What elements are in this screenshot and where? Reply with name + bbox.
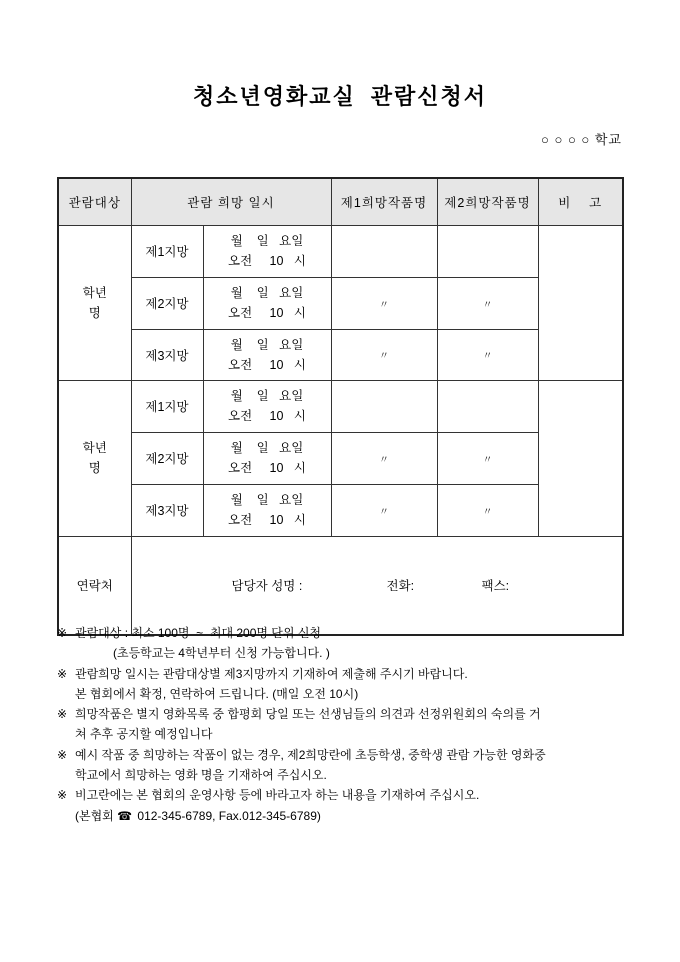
group1-pref2-date bbox=[203, 277, 331, 329]
note-text: 희망작품은 별지 영화목록 중 합평회 당일 또는 선생님들의 의견과 선정위원회의 숙의를 거 bbox=[75, 707, 541, 722]
table-row bbox=[58, 225, 623, 277]
contact-manager-label: 담당자 성명 : bbox=[231, 579, 303, 593]
reference-mark: ※ bbox=[57, 788, 68, 803]
date-line2: 오전 10 시 bbox=[228, 461, 306, 475]
note-line bbox=[57, 664, 642, 684]
grade-group1-label: 학년 명 bbox=[58, 225, 131, 380]
group1-pref3-date bbox=[203, 329, 331, 380]
table-header-row bbox=[58, 178, 623, 225]
group1-pref3-film2-cell: 〃 bbox=[437, 329, 538, 380]
date-line2: 오전 10 시 bbox=[228, 357, 306, 372]
group2-pref2-label: 제2지망 bbox=[131, 432, 203, 484]
date-line1: 월 일 요일 bbox=[230, 337, 304, 352]
date-line1: 월 일 요일 bbox=[230, 441, 304, 455]
contact-detail-cell bbox=[131, 536, 623, 635]
group2-pref1-date bbox=[203, 380, 331, 432]
table-row bbox=[58, 380, 623, 432]
note-line bbox=[57, 765, 642, 785]
date-line2: 오전 10 시 bbox=[228, 409, 306, 423]
date-line2: 오전 10 시 bbox=[228, 306, 306, 320]
group1-pref3-film1-cell: 〃 bbox=[331, 329, 437, 380]
note-text: 학교에서 희망하는 영화 명을 기재하여 주십시오. bbox=[75, 768, 327, 783]
reference-mark: ※ bbox=[57, 666, 68, 681]
school-name-line: ○ ○ ○ ○ 학교 bbox=[541, 132, 622, 147]
group2-pref1-film1-cell bbox=[331, 380, 437, 432]
date-line1: 월 일 요일 bbox=[230, 286, 304, 300]
group1-pref1-label: 제1지망 bbox=[131, 225, 203, 277]
col-header-film1: 제1희망작품명 bbox=[331, 178, 437, 225]
note-line bbox=[57, 704, 642, 724]
date-line2: 오전 10 시 bbox=[228, 254, 306, 268]
note-line bbox=[57, 724, 642, 744]
note-text: (본협회 ☎ 012-345-6789, Fax.012-345-6789) bbox=[75, 808, 321, 823]
group1-remark-cell bbox=[538, 225, 623, 380]
notes-section bbox=[57, 623, 642, 826]
note-text: 예시 작품 중 희망하는 작품이 없는 경우, 제2희망란에 초등학생, 중학생 관람 가능한 영화중 bbox=[75, 747, 546, 762]
application-table bbox=[57, 177, 624, 636]
note-line bbox=[57, 785, 642, 805]
note-text: 관람대상 : 최소 100명 ~ 최대 200명 단위 신청 bbox=[75, 626, 322, 640]
reference-mark: ※ bbox=[57, 707, 68, 722]
col-header-target: 관람대상 bbox=[58, 178, 131, 225]
note-text: 관람희망 일시는 관람대상별 제3지망까지 기재하여 제출해 주시기 바랍니다. bbox=[75, 666, 468, 681]
note-line bbox=[57, 623, 642, 643]
note-text: (초등학교는 4학년부터 신청 가능합니다. ) bbox=[113, 646, 330, 661]
group1-pref2-label: 제2지망 bbox=[131, 277, 203, 329]
contact-phone-label: 전화: bbox=[386, 579, 415, 593]
group2-remark-cell bbox=[538, 380, 623, 536]
group2-pref2-date bbox=[203, 432, 331, 484]
note-text: 본 협회에서 확정, 연락하여 드립니다. (매일 오전 10시) bbox=[75, 686, 359, 701]
group1-pref2-film1-cell: 〃 bbox=[331, 277, 437, 329]
note-line bbox=[57, 684, 642, 704]
telephone-icon: ☎ bbox=[117, 808, 133, 823]
group2-pref3-film1-cell: 〃 bbox=[331, 484, 437, 536]
group2-pref3-label: 제3지망 bbox=[131, 484, 203, 536]
group1-pref1-film2-cell bbox=[437, 225, 538, 277]
contact-fax-label: 팩스: bbox=[481, 579, 510, 593]
date-line2: 오전 10 시 bbox=[228, 513, 306, 527]
group2-pref3-date bbox=[203, 484, 331, 536]
note-line bbox=[57, 745, 642, 765]
group2-pref2-film2-cell: 〃 bbox=[437, 432, 538, 484]
reference-mark: ※ bbox=[57, 747, 68, 762]
group1-pref3-label: 제3지망 bbox=[131, 329, 203, 380]
note-line bbox=[57, 643, 642, 663]
contact-label: 연락처 bbox=[58, 536, 131, 635]
group1-pref1-film1-cell bbox=[331, 225, 437, 277]
col-header-film2: 제2희망작품명 bbox=[437, 178, 538, 225]
reference-mark: ※ bbox=[57, 626, 68, 640]
group2-pref3-film2-cell: 〃 bbox=[437, 484, 538, 536]
date-line1: 월 일 요일 bbox=[230, 493, 304, 507]
col-header-datetime: 관람 희망 일시 bbox=[131, 178, 331, 225]
group2-pref2-film1-cell: 〃 bbox=[331, 432, 437, 484]
group2-pref1-label: 제1지망 bbox=[131, 380, 203, 432]
date-line1: 월 일 요일 bbox=[230, 389, 304, 403]
col-header-remark: 비 고 bbox=[538, 178, 623, 225]
date-line1: 월 일 요일 bbox=[230, 234, 304, 248]
note-text: 비고란에는 본 협회의 운영사항 등에 바라고자 하는 내용을 기재하여 주십시오. bbox=[75, 788, 480, 803]
note-text: 쳐 추후 공지할 예정입니다 bbox=[75, 727, 213, 742]
group2-pref1-film2-cell bbox=[437, 380, 538, 432]
note-line-association-contact bbox=[57, 806, 642, 826]
group1-pref1-date bbox=[203, 225, 331, 277]
contact-row bbox=[58, 536, 623, 635]
grade-group2-label: 학년 명 bbox=[58, 380, 131, 536]
page-title: 청소년영화교실 관람신청서 bbox=[192, 84, 488, 109]
group1-pref2-film2-cell: 〃 bbox=[437, 277, 538, 329]
